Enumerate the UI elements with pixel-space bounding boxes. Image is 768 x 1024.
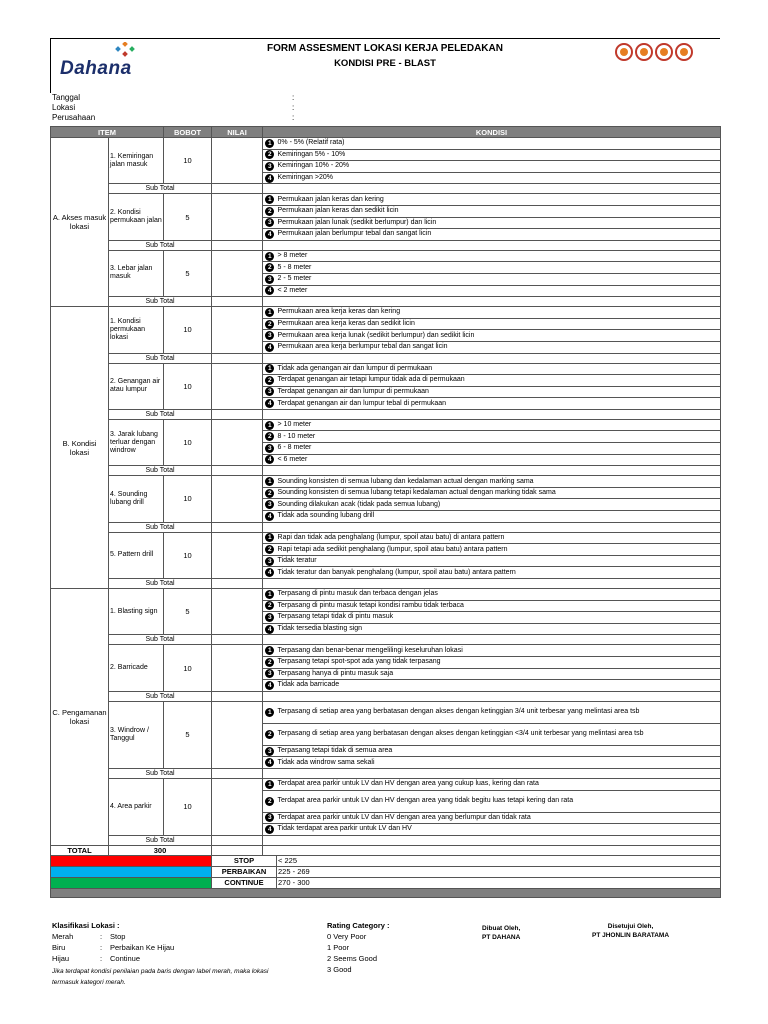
option-text[interactable]: Terpasang di pintu masuk dan terbaca dengan jelas	[277, 589, 721, 601]
subtotal-blank	[263, 635, 721, 645]
option-row	[51, 778, 721, 790]
number-bullet-icon: 3	[265, 218, 274, 227]
subtotal-row	[51, 240, 721, 250]
subtotal-value	[212, 240, 263, 250]
item-bobot: 10	[164, 532, 212, 578]
subtotal-label: Sub Total	[109, 579, 212, 589]
item-nilai-input[interactable]	[212, 778, 263, 835]
number-bullet-icon: 2	[265, 320, 274, 329]
option-text[interactable]: Rapi dan tidak ada penghalang (lumpur, spoil atau batu) di antara pattern	[277, 532, 721, 544]
option-number	[263, 790, 277, 812]
number-bullet-icon: 2	[265, 432, 274, 441]
option-text[interactable]: Tidak ada windrow sama sekali	[277, 757, 721, 769]
total-nilai	[212, 845, 263, 855]
total-value: 300	[109, 845, 212, 855]
option-number	[263, 555, 277, 567]
subtotal-row	[51, 691, 721, 701]
subtotal-row	[51, 835, 721, 845]
option-row	[51, 363, 721, 375]
subtotal-label: Sub Total	[109, 184, 212, 194]
rating-item: 0 Very Poor	[327, 932, 367, 941]
table-end-bar	[51, 888, 721, 897]
number-bullet-icon: 4	[265, 455, 274, 464]
option-number	[263, 194, 277, 206]
number-bullet-icon: 2	[265, 376, 274, 385]
option-number	[263, 476, 277, 488]
item-nilai-input[interactable]	[212, 645, 263, 691]
option-text[interactable]: Permukaan area kerja lunak (sedikit berlumpur) dan sedikit licin	[277, 330, 721, 342]
item-bobot: 10	[164, 778, 212, 835]
number-bullet-icon: 4	[265, 825, 274, 834]
option-text[interactable]: Permukaan jalan berlumpur tebal dan sangat licin	[277, 229, 721, 241]
option-row	[51, 194, 721, 206]
number-bullet-icon: 3	[265, 331, 274, 340]
item-nilai-input[interactable]	[212, 532, 263, 578]
option-text[interactable]: Kemiringan 5% - 10%	[277, 149, 721, 161]
total-row	[51, 845, 721, 855]
klasifikasi-row: Hijau : Continue	[52, 954, 141, 963]
option-row	[51, 701, 721, 723]
number-bullet-icon: 1	[265, 533, 274, 542]
item-nilai-input[interactable]	[212, 701, 263, 768]
item-nilai-input[interactable]	[212, 194, 263, 240]
number-bullet-icon: 1	[265, 252, 274, 261]
option-number	[263, 668, 277, 680]
option-text[interactable]: Permukaan jalan keras dan kering	[277, 194, 721, 206]
item-name: 2. Genangan air atau lumpur	[109, 363, 164, 409]
option-number	[263, 229, 277, 241]
subtotal-row	[51, 522, 721, 532]
option-text[interactable]: Kemiringan >20%	[277, 172, 721, 184]
item-nilai-input[interactable]	[212, 476, 263, 522]
header-kondisi: KONDISI	[263, 127, 721, 138]
option-text[interactable]: Terdapat area parkir untuk LV dan HV dengan area yang berlumpur dan tidak rata	[277, 812, 721, 824]
option-number	[263, 544, 277, 556]
item-name: 1. Blasting sign	[109, 589, 164, 635]
option-text[interactable]: 5 - 8 meter	[277, 262, 721, 274]
item-bobot: 5	[164, 194, 212, 240]
subtotal-blank	[263, 297, 721, 307]
option-row	[51, 419, 721, 431]
subtotal-blank	[263, 184, 721, 194]
klasifikasi-title: Klasifikasi Lokasi :	[52, 921, 120, 930]
item-nilai-input[interactable]	[212, 307, 263, 353]
number-bullet-icon: 4	[265, 399, 274, 408]
klasifikasi-row: Biru : Perbaikan Ke Hijau	[52, 943, 175, 952]
subtotal-row	[51, 768, 721, 778]
signature-disetujui: Disetujui Oleh, PT JHONLIN BARATAMA	[592, 923, 670, 939]
table-header-row	[51, 127, 721, 138]
option-text[interactable]: Tidak ada genangan air dan lumpur di permukaan	[277, 363, 721, 375]
option-text[interactable]: Sounding konsisten di semua lubang tetapi kedalaman actual dengan marking tidak sama	[277, 487, 721, 499]
option-text[interactable]: Tidak ada sounding lubang drill	[277, 511, 721, 523]
number-bullet-icon: 1	[265, 139, 274, 148]
number-bullet-icon: 4	[265, 568, 274, 577]
option-text[interactable]: Tidak terdapat area parkir untuk LV dan HV	[277, 824, 721, 836]
info-lokasi: Lokasi :	[52, 103, 295, 112]
option-text[interactable]: Terpasang hanya di pintu masuk saja	[277, 668, 721, 680]
subtotal-label: Sub Total	[109, 835, 212, 845]
subtotal-blank	[263, 835, 721, 845]
logo-text: Dahana	[60, 58, 132, 79]
subtotal-label: Sub Total	[109, 768, 212, 778]
header-nilai: NILAI	[212, 127, 263, 138]
number-bullet-icon: 2	[265, 263, 274, 272]
category-cell: A. Akses masuk lokasi	[51, 138, 109, 307]
item-nilai-input[interactable]	[212, 250, 263, 296]
option-text[interactable]: 8 - 10 meter	[277, 431, 721, 443]
option-text[interactable]: Terpasang di setiap area yang berbatasan dengan akses dengan ketinggian 3/4 unit terbesar yang melintasi area tsb	[277, 701, 721, 723]
number-bullet-icon: 1	[265, 195, 274, 204]
form-subtitle: KONDISI PRE - BLAST	[334, 58, 436, 69]
subtotal-value	[212, 297, 263, 307]
number-bullet-icon: 1	[265, 590, 274, 599]
option-number	[263, 645, 277, 657]
info-tanggal: Tanggal :	[52, 93, 295, 102]
item-name: 3. Jarak lubang terluar dengan windrow	[109, 419, 164, 465]
option-number	[263, 149, 277, 161]
item-nilai-input[interactable]	[212, 419, 263, 465]
item-name: 2. Kondisi permukaan jalan	[109, 194, 164, 240]
number-bullet-icon: 4	[265, 286, 274, 295]
number-bullet-icon: 4	[265, 343, 274, 352]
option-number	[263, 419, 277, 431]
subtotal-value	[212, 835, 263, 845]
option-text[interactable]: > 8 meter	[277, 250, 721, 262]
number-bullet-icon: 2	[265, 150, 274, 159]
subtotal-value	[212, 466, 263, 476]
option-number	[263, 656, 277, 668]
option-number	[263, 273, 277, 285]
klasifikasi-row: Merah : Stop	[52, 932, 126, 941]
number-bullet-icon: 4	[265, 625, 274, 634]
item-bobot: 10	[164, 476, 212, 522]
option-number	[263, 499, 277, 511]
total-label: TOTAL	[51, 845, 109, 855]
rating-item: 3 Good	[327, 965, 352, 974]
option-text[interactable]: Terdapat genangan air tetapi lumpur tidak ada di permukaan	[277, 375, 721, 387]
option-row	[51, 250, 721, 262]
category-cell: B. Kondisi lokasi	[51, 307, 109, 589]
option-number	[263, 612, 277, 624]
signature-dibuat: Dibuat Oleh, PT DAHANA	[482, 925, 521, 941]
option-row	[51, 589, 721, 601]
subtotal-label: Sub Total	[109, 353, 212, 363]
number-bullet-icon: 3	[265, 387, 274, 396]
item-bobot: 10	[164, 363, 212, 409]
range-value: < 225	[277, 855, 721, 866]
range-label: CONTINUE	[212, 877, 277, 888]
option-text[interactable]: Terpasang di setiap area yang berbatasan dengan akses dengan ketinggian <3/4 unit terbesar yang melintasi area tsb	[277, 723, 721, 745]
category-cell: C. Pengamanan lokasi	[51, 589, 109, 846]
top-border	[50, 38, 720, 39]
option-number	[263, 778, 277, 790]
item-name: 2. Barricade	[109, 645, 164, 691]
subtotal-blank	[263, 353, 721, 363]
globe-cert-icon	[615, 43, 633, 61]
item-name: 4. Area parkir	[109, 778, 164, 835]
option-text[interactable]: Sounding konsisten di semua lubang dan kedalaman actual dengan marking sama	[277, 476, 721, 488]
subtotal-row	[51, 297, 721, 307]
subtotal-row	[51, 466, 721, 476]
option-text[interactable]: Tidak teratur dan banyak penghalang (lumpur, spoil atau batu) antara pattern	[277, 567, 721, 579]
subtotal-row	[51, 635, 721, 645]
form-title: FORM ASSESMENT LOKASI KERJA PELEDAKAN	[267, 43, 503, 54]
option-text[interactable]: Tidak ada barricade	[277, 680, 721, 692]
number-bullet-icon: 4	[265, 174, 274, 183]
option-row	[51, 138, 721, 150]
header-item: ITEM	[51, 127, 164, 138]
option-row	[51, 532, 721, 544]
assessment-table	[50, 126, 721, 898]
number-bullet-icon: 4	[265, 681, 274, 690]
item-bobot: 10	[164, 645, 212, 691]
item-bobot: 10	[164, 307, 212, 353]
item-bobot: 10	[164, 419, 212, 465]
option-number	[263, 205, 277, 217]
item-bobot: 10	[164, 138, 212, 184]
option-row	[51, 307, 721, 319]
option-number	[263, 161, 277, 173]
option-number	[263, 824, 277, 836]
subtotal-row	[51, 579, 721, 589]
option-number	[263, 398, 277, 410]
option-number	[263, 262, 277, 274]
number-bullet-icon: 2	[265, 730, 274, 739]
option-text[interactable]: < 6 meter	[277, 454, 721, 466]
range-value: 225 - 269	[277, 866, 721, 877]
subtotal-value	[212, 768, 263, 778]
option-text[interactable]: Terdapat genangan air dan lumpur di permukaan	[277, 386, 721, 398]
option-text[interactable]: Terpasang tetapi tidak di pintu masuk	[277, 612, 721, 624]
number-bullet-icon: 3	[265, 557, 274, 566]
option-number	[263, 250, 277, 262]
option-number	[263, 431, 277, 443]
option-number	[263, 600, 277, 612]
option-number	[263, 341, 277, 353]
option-number	[263, 623, 277, 635]
number-bullet-icon: 1	[265, 421, 274, 430]
option-text[interactable]: Permukaan area kerja berlumpur tebal dan sangat licin	[277, 341, 721, 353]
item-bobot: 5	[164, 589, 212, 635]
subtotal-value	[212, 635, 263, 645]
subtotal-value	[212, 184, 263, 194]
number-bullet-icon: 3	[265, 275, 274, 284]
item-bobot: 5	[164, 250, 212, 296]
option-text[interactable]: Permukaan jalan keras dan sedikit licin	[277, 205, 721, 217]
range-color-bar	[51, 855, 212, 866]
number-bullet-icon: 3	[265, 747, 274, 756]
subtotal-row	[51, 409, 721, 419]
subtotal-blank	[263, 768, 721, 778]
option-text[interactable]: Terdapat area parkir untuk LV dan HV dengan area yang cukup luas, kering dan rata	[277, 778, 721, 790]
option-number	[263, 363, 277, 375]
range-row	[51, 855, 721, 866]
option-text[interactable]: < 2 meter	[277, 285, 721, 297]
cert-badge-icon	[675, 43, 693, 61]
option-text[interactable]: 6 - 8 meter	[277, 443, 721, 455]
number-bullet-icon: 1	[265, 308, 274, 317]
option-number	[263, 757, 277, 769]
option-text[interactable]: 2 - 5 meter	[277, 273, 721, 285]
subtotal-blank	[263, 409, 721, 419]
klasifikasi-note: Jika terdapat kondisi penilaian pada baris dengan label merah, maka lokasi termasuk kategori merah.	[52, 968, 269, 986]
option-number	[263, 386, 277, 398]
number-bullet-icon: 1	[265, 364, 274, 373]
item-nilai-input[interactable]	[212, 363, 263, 409]
number-bullet-icon: 3	[265, 813, 274, 822]
subtotal-label: Sub Total	[109, 240, 212, 250]
option-number	[263, 567, 277, 579]
option-text[interactable]: Terpasang tetapi tidak di semua area	[277, 745, 721, 757]
subtotal-label: Sub Total	[109, 522, 212, 532]
cert-badge-icon	[635, 43, 653, 61]
option-number	[263, 285, 277, 297]
item-nilai-input[interactable]	[212, 589, 263, 635]
subtotal-blank	[263, 691, 721, 701]
subtotal-blank	[263, 240, 721, 250]
option-number	[263, 375, 277, 387]
number-bullet-icon: 3	[265, 500, 274, 509]
option-number	[263, 812, 277, 824]
number-bullet-icon: 2	[265, 658, 274, 667]
subtotal-label: Sub Total	[109, 409, 212, 419]
item-bobot: 5	[164, 701, 212, 768]
range-label: PERBAIKAN	[212, 866, 277, 877]
range-row	[51, 877, 721, 888]
certification-badges	[615, 43, 705, 71]
subtotal-value	[212, 522, 263, 532]
rating-item: 2 Seems Good	[327, 954, 378, 963]
subtotal-value	[212, 579, 263, 589]
header-bobot: BOBOT	[164, 127, 212, 138]
option-text[interactable]: Kemiringan 10% - 20%	[277, 161, 721, 173]
option-number	[263, 589, 277, 601]
option-text[interactable]: Terdapat area parkir untuk LV dan HV dengan area yang tidak begitu luas tetapi kering dan rata	[277, 790, 721, 812]
number-bullet-icon: 3	[265, 669, 274, 678]
number-bullet-icon: 1	[265, 646, 274, 655]
option-text[interactable]: Terpasang dan benar-benar mengelilingi keseluruhan lokasi	[277, 645, 721, 657]
subtotal-value	[212, 691, 263, 701]
subtotal-label: Sub Total	[109, 466, 212, 476]
subtotal-value	[212, 409, 263, 419]
number-bullet-icon: 2	[265, 545, 274, 554]
range-color-bar	[51, 877, 212, 888]
subtotal-blank	[263, 579, 721, 589]
total-blank	[263, 845, 721, 855]
number-bullet-icon: 2	[265, 601, 274, 610]
option-text[interactable]: Tidak teratur	[277, 555, 721, 567]
option-row	[51, 476, 721, 488]
option-text[interactable]: Permukaan jalan lunak (sedikit berlumpur) dan licin	[277, 217, 721, 229]
option-number	[263, 745, 277, 757]
item-name: 3. Lebar jalan masuk	[109, 250, 164, 296]
item-nilai-input[interactable]	[212, 138, 263, 184]
option-number	[263, 318, 277, 330]
option-number	[263, 138, 277, 150]
option-number	[263, 680, 277, 692]
item-name: 4. Sounding lubang drill	[109, 476, 164, 522]
klasifikasi-lokasi	[52, 920, 292, 988]
subtotal-row	[51, 353, 721, 363]
number-bullet-icon: 4	[265, 758, 274, 767]
subtotal-blank	[263, 466, 721, 476]
number-bullet-icon: 4	[265, 512, 274, 521]
number-bullet-icon: 4	[265, 230, 274, 239]
option-text[interactable]: Permukaan area kerja keras dan sedikit licin	[277, 318, 721, 330]
rating-item: 1 Poor	[327, 943, 350, 952]
option-number	[263, 723, 277, 745]
option-row	[51, 645, 721, 657]
option-number	[263, 487, 277, 499]
cert-badge-icon	[655, 43, 673, 61]
number-bullet-icon: 1	[265, 477, 274, 486]
subtotal-row	[51, 184, 721, 194]
option-text[interactable]: Tidak tersedia blasting sign	[277, 623, 721, 635]
number-bullet-icon: 2	[265, 489, 274, 498]
number-bullet-icon: 3	[265, 613, 274, 622]
number-bullet-icon: 2	[265, 797, 274, 806]
form-page	[50, 38, 720, 1018]
number-bullet-icon: 1	[265, 708, 274, 717]
info-perusahaan: Perusahaan :	[52, 113, 295, 122]
option-number	[263, 172, 277, 184]
range-label: STOP	[212, 855, 277, 866]
number-bullet-icon: 1	[265, 780, 274, 789]
item-name: 1. Kemiringan jalan masuk	[109, 138, 164, 184]
option-text[interactable]: Sounding dilakukan acak (tidak pada semua lubang)	[277, 499, 721, 511]
option-number	[263, 217, 277, 229]
subtotal-label: Sub Total	[109, 691, 212, 701]
subtotal-value	[212, 353, 263, 363]
assessment-sheet	[50, 126, 720, 898]
subtotal-label: Sub Total	[109, 297, 212, 307]
option-number	[263, 511, 277, 523]
option-number	[263, 443, 277, 455]
item-name: 3. Windrow / Tanggul	[109, 701, 164, 768]
option-text[interactable]: > 10 meter	[277, 419, 721, 431]
option-text[interactable]: Terpasang tetapi spot-spot ada yang tidak terpasang	[277, 656, 721, 668]
range-row	[51, 866, 721, 877]
option-text[interactable]: Permukaan area kerja keras dan kering	[277, 307, 721, 319]
item-name: 5. Pattern drill	[109, 532, 164, 578]
option-number	[263, 701, 277, 723]
rating-category	[327, 920, 390, 975]
number-bullet-icon: 3	[265, 444, 274, 453]
range-value: 270 - 300	[277, 877, 721, 888]
rating-title: Rating Category :	[327, 921, 390, 930]
number-bullet-icon: 2	[265, 207, 274, 216]
option-number	[263, 307, 277, 319]
option-number	[263, 532, 277, 544]
option-text[interactable]: 0% - 5% (Relatif rata)	[277, 138, 721, 150]
number-bullet-icon: 3	[265, 162, 274, 171]
item-name: 1. Kondisi permukaan lokasi	[109, 307, 164, 353]
subtotal-label: Sub Total	[109, 635, 212, 645]
option-number	[263, 454, 277, 466]
range-color-bar	[51, 866, 212, 877]
option-text[interactable]: Terpasang di pintu masuk tetapi kondisi rambu tidak terbaca	[277, 600, 721, 612]
option-text[interactable]: Rapi tetapi ada sedikit penghalang (lumpur, spoil atau batu) antara pattern	[277, 544, 721, 556]
option-number	[263, 330, 277, 342]
option-text[interactable]: Terdapat genangan air dan lumpur tebal di permukaan	[277, 398, 721, 410]
subtotal-blank	[263, 522, 721, 532]
